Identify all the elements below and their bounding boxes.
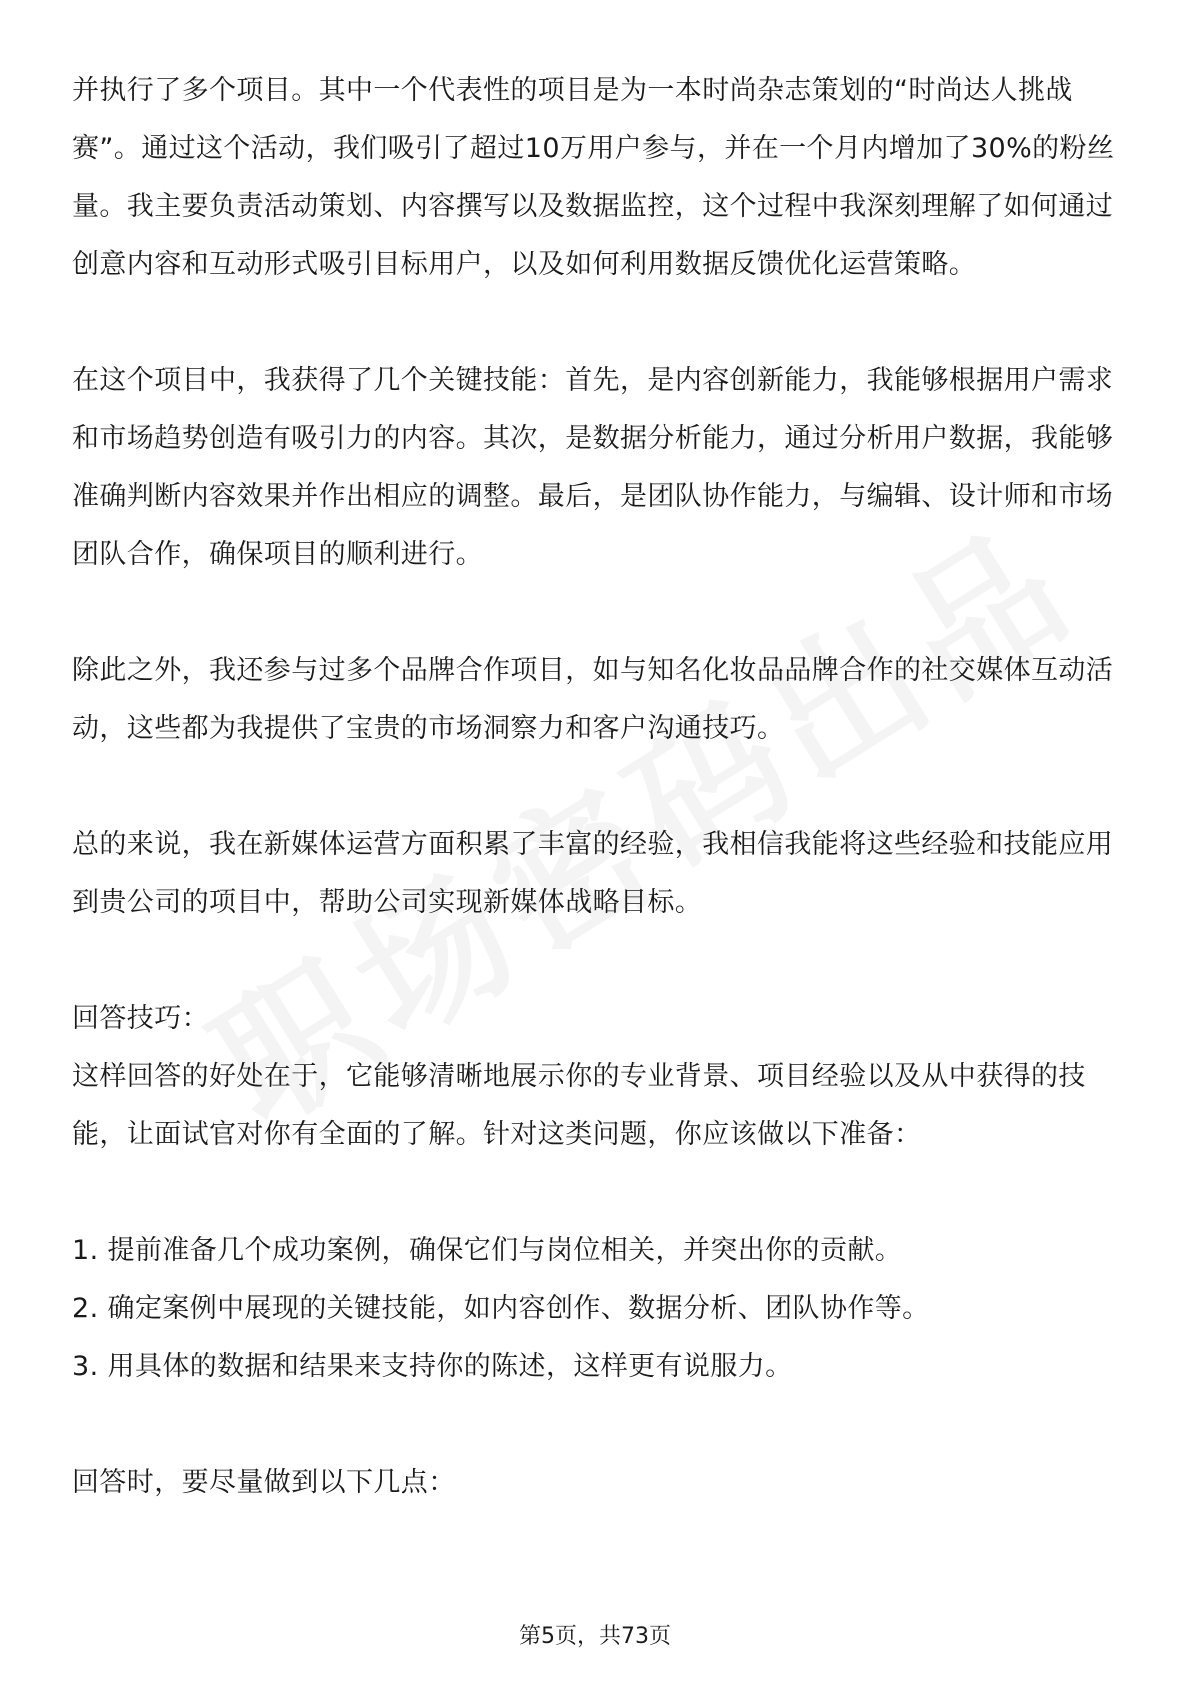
document-body [72,62,1118,1512]
paragraph-gap [72,584,1118,642]
paragraph-gap [72,1164,1118,1222]
closing-line: 回答时，要尽量做到以下几点： [72,1467,456,1498]
paragraph-summary: 总的来说，我在新媒体运营方面积累了丰富的经验，我相信我能将这些经验和技能应用到贵公司的项目中，帮助公司实现新媒体战略目标。 [72,829,1114,918]
tips-intro: 这样回答的好处在于，它能够清晰地展示你的专业背景、项目经验以及从中获得的技能，让面试官对你有全面的了解。针对这类问题，你应该做以下准备： [72,1061,1086,1150]
page-number-footer: 第5页，共73页 [519,1624,671,1649]
paragraph-gap [72,758,1118,816]
tips-list-item: 2. 确定案例中展现的关键技能，如内容创作、数据分析、团队协作等。 [72,1293,930,1324]
paragraph-brand-cooperation: 除此之外，我还参与过多个品牌合作项目，如与知名化妆品品牌合作的社交媒体互动活动，这些都为我提供了宝贵的市场洞察力和客户沟通技巧。 [72,655,1114,744]
paragraph-key-skills: 在这个项目中，我获得了几个关键技能：首先，是内容创新能力，我能够根据用户需求和市场趋势创造有吸引力的内容。其次，是数据分析能力，通过分析用户数据，我能够准确判断内容效果并作出相应的调整。最后，是团队协作能力，与编辑、设计师和市场团队合作，确保项目的顺利进行。 [72,365,1114,570]
tips-heading: 回答技巧： [72,1003,209,1034]
paragraph-gap [72,1396,1118,1454]
paragraph-gap [72,294,1118,352]
paragraph-project-experience: 并执行了多个项目。其中一个代表性的项目是为一本时尚杂志策划的“时尚达人挑战赛”。通过这个活动，我们吸引了超过10万用户参与，并在一个月内增加了30%的粉丝量。我主要负责活动策划、内容撰写以及数据监控，这个过程中我深刻理解了如何通过创意内容和互动形式吸引目标用户，以及如何利用数据反馈优化运营策略。 [72,75,1115,280]
tips-list-item: 3. 用具体的数据和结果来支持你的陈述，这样更有说服力。 [72,1351,793,1382]
paragraph-gap [72,932,1118,990]
tips-list-item: 1. 提前准备几个成功案例，确保它们与岗位相关，并突出你的贡献。 [72,1235,903,1266]
